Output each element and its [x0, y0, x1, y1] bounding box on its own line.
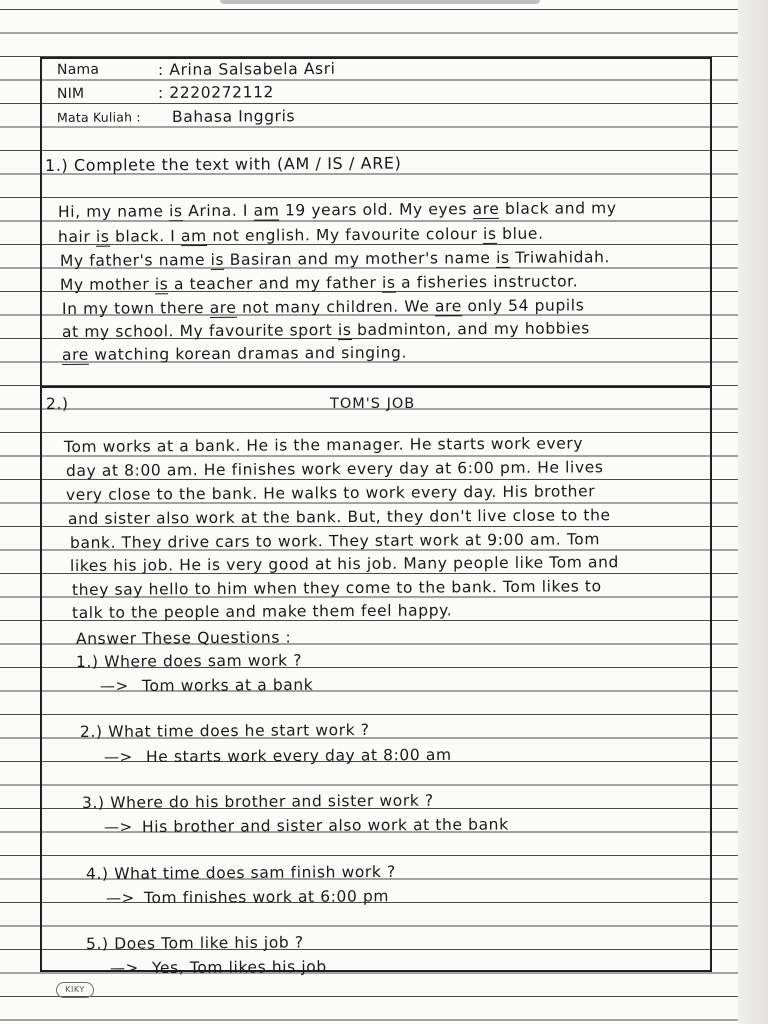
line-text: In my town there [61, 298, 210, 318]
line-text: Hi, my name [57, 202, 170, 221]
filled-answer: is [337, 320, 352, 340]
question: 4.) What time does sam finish work ? [85, 862, 396, 883]
line-text: a teacher and my father [168, 273, 383, 294]
filled-answer: are [61, 345, 89, 364]
filled-answer: is [210, 250, 225, 269]
line-text: black. I [109, 227, 182, 246]
arrow-icon: —> [103, 747, 133, 766]
story-line: likes his job. He is very good at his job. Many people like Tom and [69, 553, 620, 575]
course-label: Mata Kuliah : [56, 109, 141, 125]
notebook-brand-logo: KIKY [56, 982, 94, 998]
line-text: not many children. We [236, 297, 436, 317]
arrow-icon: —> [109, 958, 139, 977]
question: 1.) Where does sam work ? [75, 651, 303, 671]
filled-answer: is [169, 202, 183, 221]
story-line: day at 8:00 am. He finishes work every day at 6:00 pm. He lives [65, 458, 604, 480]
section-divider [40, 386, 712, 388]
answer: Tom finishes work at 6:00 pm [143, 887, 390, 907]
line-text: black and my [499, 199, 617, 218]
fill-in-line [62, 296, 584, 318]
question: 5.) Does Tom like his job ? [85, 933, 304, 953]
course-value: Bahasa Inggris [171, 107, 296, 126]
fill-in-line [62, 344, 407, 364]
story-line: very close to the bank. He walks to work every day. His brother [65, 482, 596, 504]
filled-answer: is [482, 224, 497, 244]
answer: Yes, Tom likes his job [151, 957, 327, 977]
nim-value: : 2220272112 [157, 83, 275, 102]
story-title: TOM'S JOB [330, 396, 416, 412]
line-text: Triwahidah. [509, 248, 611, 267]
story-line: talk to the people and make them feel happy. [71, 601, 453, 622]
arrow-icon: —> [105, 888, 135, 907]
answer: Tom works at a bank [141, 675, 314, 695]
filled-answer: are [472, 199, 500, 219]
line-text: a fisheries instructor. [395, 272, 579, 292]
questions-heading: Answer These Questions : [75, 628, 292, 648]
filled-answer: are [434, 297, 462, 316]
story-line: bank. They drive cars to work. They start work at 9:00 am. Tom [69, 530, 601, 552]
top-border [40, 57, 712, 59]
story-line: Tom works at a bank. He is the manager. He starts work every [63, 434, 584, 456]
line-text: badminton, and my hobbies [351, 319, 590, 339]
answer: His brother and sister also work at the bank [141, 815, 509, 836]
story-line: they say hello to him when they come to the bank. Tom likes to [71, 577, 602, 599]
section1-title: 1.) Complete the text with (AM / IS / ARE) [44, 153, 402, 175]
answer: He starts work every day at 8:00 am [145, 745, 452, 766]
filled-answer: is [95, 227, 110, 246]
line-text: at my school. My favourite sport [61, 321, 339, 341]
filled-answer: am [253, 201, 280, 220]
filled-answer: is [154, 275, 169, 294]
fill-in-line [58, 225, 544, 246]
binding-shadow [220, 0, 540, 4]
name-label: Nama [56, 61, 100, 78]
fill-in-line [62, 319, 590, 341]
nim-label: NIM [56, 85, 85, 102]
line-text: blue. [496, 224, 544, 243]
line-text: Basiran and my mother's name [224, 248, 497, 269]
line-text: Arina. I [182, 201, 254, 221]
line-text: only 54 pupils [461, 296, 585, 316]
line-text: not english. My favourite colour [206, 225, 484, 245]
line-text: My father's name [59, 250, 211, 270]
line-text: watching korean dramas and singing. [88, 343, 408, 364]
line-text: hair [57, 227, 96, 246]
page-edge [738, 0, 768, 1024]
line-text: My mother [59, 275, 155, 294]
arrow-icon: —> [99, 676, 129, 695]
bottom-border [40, 970, 712, 972]
name-value: : Arina Salsabela Asri [157, 59, 336, 79]
section2-number: 2.) [45, 394, 69, 413]
arrow-icon: —> [103, 817, 133, 836]
filled-answer: am [180, 226, 207, 246]
filled-answer: are [209, 298, 237, 317]
story-line: and sister also work at the bank. But, they don't live close to the [67, 506, 611, 528]
filled-answer: is [381, 273, 396, 292]
question: 2.) What time does he start work ? [79, 720, 370, 741]
filled-answer: is [496, 248, 510, 267]
fill-in-line [60, 248, 610, 270]
line-text: 19 years old. My eyes [279, 200, 473, 220]
fill-in-line [60, 272, 578, 294]
question: 3.) Where do his brother and sister work ? [81, 791, 434, 812]
